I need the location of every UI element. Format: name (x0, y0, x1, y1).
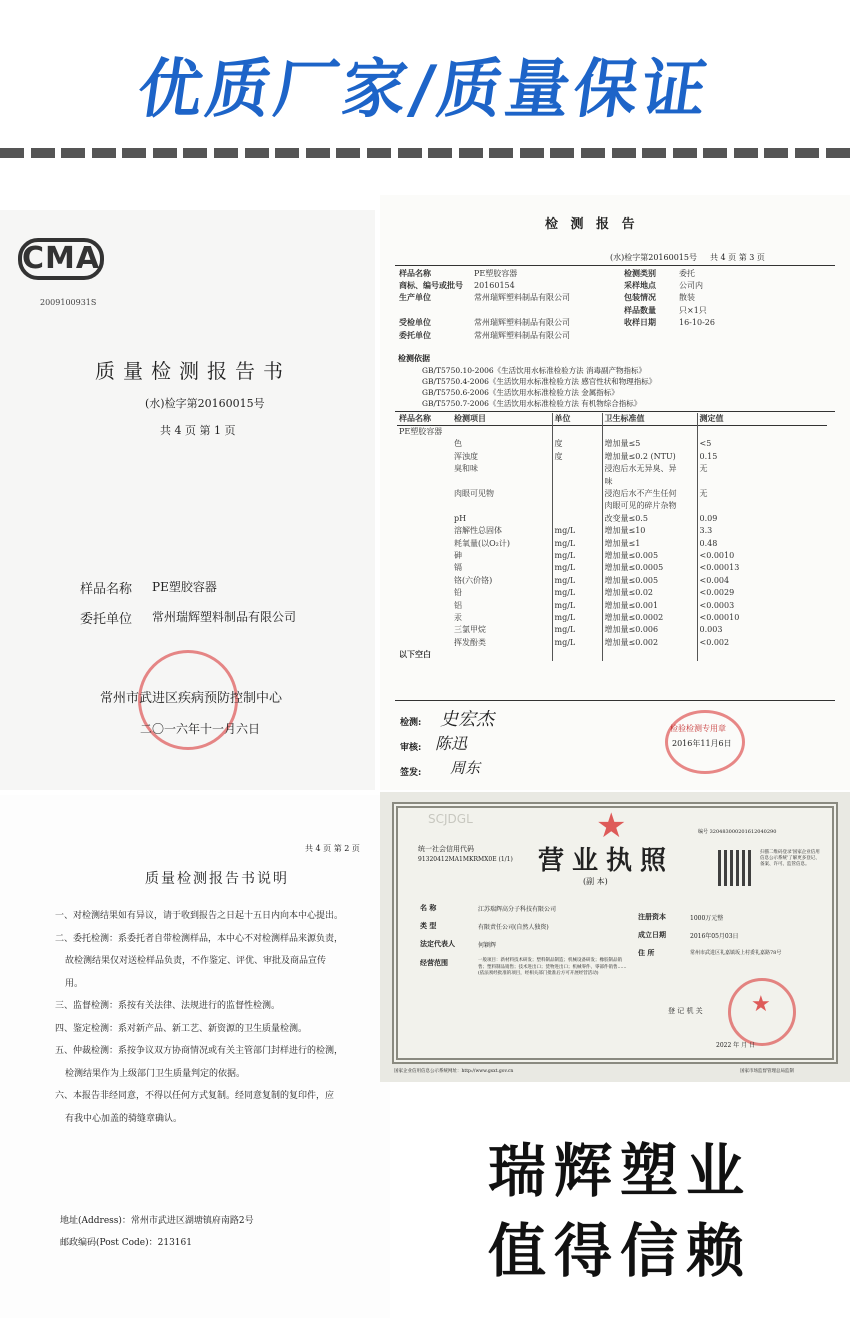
test-report-page (380, 195, 850, 790)
credit-code-label: 统一社会信用代码 (418, 845, 474, 853)
issuer-name: 常州市武进区疾病预防控制中心 (100, 691, 283, 706)
list-item: 有我中心加盖的骑缝章确认。 (65, 1113, 183, 1124)
license-watermark: SCJDGL (428, 812, 473, 826)
basis-list: GB/T5750.10-2006《生活饮用水标准检验方法 消毒副产物指标》 GB/T5750.4-2006《生活饮用水标准检验方法 感官性状和物理指标》 GB/T5750.6-2006《生活饮用水标准检验方法 金属指标》 GB/T5750.7-2006《生活饮用水标准检验方法 有机物综合指标》 (422, 366, 657, 408)
name-value: 江苏瑞辉高分子科技有限公司 (478, 906, 557, 913)
capital-label: 注册资本 (638, 913, 666, 921)
info-row: 商标、编号或批号 20160154 采样地点 公司内 (399, 280, 703, 291)
rep-label: 法定代表人 (420, 940, 455, 948)
banner-title: 优质厂家/质量保证 (133, 53, 716, 127)
table-row: 汞 mg/L 增加量≤0.0002 <0.00010 (397, 611, 827, 623)
table-row: 味 (397, 475, 827, 487)
table-row: 肉眼可见的碎片杂物 (397, 500, 827, 512)
explanation-list (55, 905, 343, 1130)
table-row: 溶解性总固体 mg/L 增加量≤10 3.3 (397, 525, 827, 537)
client-value: 常州瑞辉塑料制品有限公司 (152, 610, 297, 624)
explanation-page (0, 795, 390, 1318)
cover-pages: 共 4 页 第 1 页 (160, 424, 236, 437)
table-row: 以下空白 (397, 648, 827, 660)
cover-title: 质量检测报告书 (95, 359, 291, 383)
tester-signature: 史宏杰 (440, 709, 494, 730)
list-item: 故检测结果仅对送检样品负责，不作鉴定、评优、审批及商品宣传 (65, 956, 327, 966)
sample-value: PE塑胶容器 (152, 580, 217, 594)
info-table (397, 267, 827, 341)
list-item: 四、鉴定检测：系对新产品、新工艺、新资源的卫生质量检测。 (55, 1023, 308, 1034)
reviewer-label: 审核: (400, 743, 422, 753)
list-item: 六、本报告非经同意，不得以任何方式复制。经同意复制的复印件，应 (55, 1091, 335, 1101)
table-row: 镉 mg/L 增加量≤0.0005 <0.00013 (397, 562, 827, 574)
address: 地址(Address)：常州市武进区湖塘镇府南路2号 (60, 1216, 254, 1226)
postcode: 邮政编码(Post Code)：213161 (60, 1238, 192, 1248)
type-value: 有限责任公司(自然人独资) (478, 924, 549, 931)
name-label: 名 称 (420, 904, 437, 912)
scope-value: 一般项目：新材料技术研发；塑料制品制造；机械设备研发；橡胶制品销售；塑料制品销售；技术进出口；货物进出口；机械零件、零部件销售……(依法须经批准的项目，经相关部门批准后方可开展经营活动) (478, 958, 627, 976)
info-row: 样品数量 只×1只 (624, 304, 707, 315)
type-label: 类 型 (420, 922, 437, 930)
national-emblem: ★ (596, 806, 627, 846)
explanation-pages: 共 4 页 第 2 页 (305, 844, 360, 853)
reviewer-signature: 陈迅 (435, 734, 468, 753)
capital-value: 1000万元整 (690, 915, 724, 922)
client-label: 委托单位 (80, 612, 133, 627)
address-label: 住 所 (638, 949, 655, 957)
license-serial: 编号 320483000201612040290 (698, 829, 777, 835)
license-footer-right: 国家市场监督管理总局监制 (740, 1069, 794, 1074)
dashed-divider (0, 148, 850, 158)
info-row: 样品名称 PE塑胶容器 检测类别 委托 (399, 267, 695, 278)
authority-label: 登 记 机 关 (668, 1007, 703, 1015)
report-title: 检 测 报 告 (545, 217, 639, 232)
cover-report-no: (水)检字第20160015号 (145, 397, 265, 410)
cma-number: 2009100931S (40, 298, 97, 307)
license-title: 营业执照 (538, 846, 675, 876)
list-item: 二、委托检测：系委托者自带检测样品，本中心不对检测样品来源负责， (55, 933, 344, 944)
report-cover-page (0, 210, 375, 790)
info-row: 生产单位 常州瑞辉塑料制品有限公司 包装情况 散装 (399, 292, 695, 303)
license-subtitle: (副 本) (583, 877, 608, 886)
qr-note: 扫描二维码登录'国家企业信用信息公示系统'了解更多登记、备案、许可、监管信息。 (760, 850, 820, 867)
slogan-line-1: 瑞辉塑业 (487, 1137, 752, 1205)
list-item: 用。 (65, 978, 84, 989)
qr-code (718, 850, 754, 886)
info-row: 受检单位 常州瑞辉塑料制品有限公司 收样日期 16-10-26 (399, 317, 715, 328)
results-header: 样品名称 检测项目 单位 卫生标准值 测定值 (397, 413, 827, 425)
list-item: 五、仲裁检测：系按争议双方协商情况或有关主管部门封样进行的检测， (55, 1046, 344, 1056)
address-value: 常州市武进区礼嘉镇坂上村委礼嘉路78号 (690, 950, 782, 956)
stamp-text: 检验检测专用章 (670, 724, 726, 733)
scope-label: 经营范围 (420, 959, 448, 967)
stamp-date: 2016年11月6日 (672, 739, 732, 748)
explanation-title: 质量检测报告书说明 (145, 871, 289, 887)
table-row: pH 改变量≤0.5 0.09 (397, 512, 827, 524)
table-row: 铝 mg/L 增加量≤0.001 <0.0003 (397, 599, 827, 611)
license-footer-left: 国家企业信用信息公示系统网址：http://www.gsxt.gov.cn (394, 1069, 514, 1074)
signer-signature: 周东 (450, 759, 481, 777)
table-row: 色 度 增加量≤5 <5 (397, 438, 827, 450)
slogan-block (390, 1082, 850, 1318)
cma-logo: CMA (18, 238, 104, 280)
tester-label: 检测: (400, 718, 422, 728)
sample-label: 样品名称 (80, 582, 133, 597)
signer-label: 签发: (400, 768, 422, 778)
slogan-line-2: 值得信赖 (487, 1217, 752, 1285)
issue-date: 二〇一六年十一月六日 (140, 722, 261, 736)
license-frame: SCJDGL ★ 统一社会信用代码 91320412MA1MKRMX0E (1/1) 营业执照 (副 本) 编号 320483000201612040290 扫描二维码登录'国家企业信用信息公示系统'了解更多登记、备案、许可、监管信息。 名 称 江苏瑞辉高分子科技有限公司 类 型 有限责任公司(自然人独资) 法定代表人 何颖辉 经营范围 一般项目：新材料技术研发；塑料制品制造；机械设备研发；橡胶制品销售；塑料制品销售；技术进出口；货物进出口；机械零件、零部件销售……(依法须经批准的项目，经相关部门批准后方可开展经营活动) 注册资本 1000万元整 成立日期 2016年05月03日 住 所 常州市武进区礼嘉镇坂上村委礼嘉路78号 登 记 机 关 ★ 2022 年 月 日 (392, 802, 838, 1064)
basis-label: 检测依据 (398, 353, 430, 363)
table-row: PE塑胶容器 (397, 425, 827, 437)
list-item: 一、对检测结果如有异议，请于收到报告之日起十五日内向本中心提出。 (55, 911, 344, 921)
table-row: 臭和味 浸泡后水无异臭、异 无 (397, 463, 827, 475)
results-table (397, 413, 827, 661)
table-row: 肉眼可见物 浸泡后水不产生任何 无 (397, 487, 827, 499)
established-value: 2016年05月03日 (690, 933, 739, 940)
info-row: 委托单位 常州瑞辉塑料制品有限公司 (399, 329, 570, 340)
list-item: 三、监督检测：系按有关法律、法规进行的监督性检测。 (55, 1001, 281, 1011)
table-row: 耗氧量(以O₂计) mg/L 增加量≤1 0.48 (397, 537, 827, 549)
established-label: 成立日期 (638, 931, 666, 939)
top-banner (0, 0, 850, 140)
table-row: 铅 mg/L 增加量≤0.02 <0.0029 (397, 586, 827, 598)
business-license (380, 792, 850, 1082)
table-row: 浑浊度 度 增加量≤0.2 (NTU) 0.15 (397, 450, 827, 462)
table-row: 砷 mg/L 增加量≤0.005 <0.0010 (397, 549, 827, 561)
table-row: 三氯甲烷 mg/L 增加量≤0.006 0.003 (397, 624, 827, 636)
report-pages: 共 4 页 第 3 页 (710, 253, 765, 262)
list-item: 检测结果作为上级部门卫生质量判定的依据。 (65, 1068, 246, 1079)
license-date: 2022 年 月 日 (716, 1042, 755, 1049)
table-row: 挥发酚类 mg/L 增加量≤0.002 <0.002 (397, 636, 827, 648)
table-row: 铬(六价铬) mg/L 增加量≤0.005 <0.004 (397, 574, 827, 586)
report-no: (水)检字第20160015号 (610, 253, 697, 262)
rep-value: 何颖辉 (478, 942, 497, 949)
credit-code: 91320412MA1MKRMX0E (1/1) (418, 856, 513, 863)
